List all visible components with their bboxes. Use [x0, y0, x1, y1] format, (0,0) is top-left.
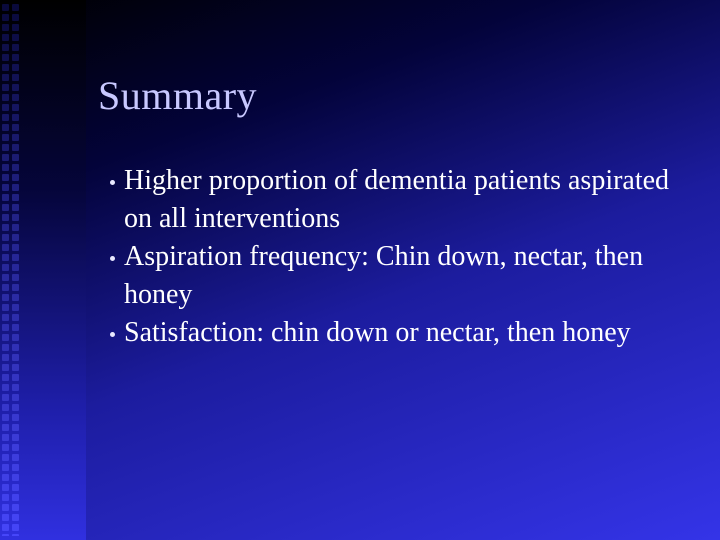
- decorative-square: [2, 314, 9, 321]
- decorative-square: [12, 394, 19, 401]
- decorative-square: [12, 54, 19, 61]
- decorative-square: [12, 414, 19, 421]
- bullet-item: [96, 162, 696, 238]
- decorative-square: [12, 14, 19, 21]
- decorative-square: [2, 294, 9, 301]
- decorative-square: [2, 514, 9, 521]
- decorative-square: [2, 524, 9, 531]
- decorative-square: [2, 74, 9, 81]
- decorative-square: [2, 354, 9, 361]
- bullet-text: Aspiration frequency: Chin down, nectar, then honey: [124, 241, 644, 310]
- decorative-square: [2, 174, 9, 181]
- decorative-square: [2, 144, 9, 151]
- decorative-square: [12, 184, 19, 191]
- decorative-square: [12, 134, 19, 141]
- decorative-square: [2, 464, 9, 471]
- decorative-square: [12, 444, 19, 451]
- decorative-square: [12, 234, 19, 241]
- decorative-square: [12, 254, 19, 261]
- decorative-square: [12, 154, 19, 161]
- decorative-square: [12, 214, 19, 221]
- decorative-square: [2, 274, 9, 281]
- bullet-icon: [110, 332, 115, 337]
- decorative-square: [2, 224, 9, 231]
- decorative-square: [2, 534, 9, 536]
- decorative-square: [12, 84, 19, 91]
- decorative-square: [12, 224, 19, 231]
- decorative-square: [2, 64, 9, 71]
- decorative-square: [12, 194, 19, 201]
- decorative-square: [12, 514, 19, 521]
- decorative-square: [12, 344, 19, 351]
- decorative-square: [2, 304, 9, 311]
- bullet-text: Satisfaction: chin down or nectar, then honey: [124, 317, 631, 348]
- decorative-square: [12, 494, 19, 501]
- decorative-square: [2, 204, 9, 211]
- decorative-square: [12, 424, 19, 431]
- decorative-square: [12, 44, 19, 51]
- bullet-item: [96, 238, 696, 314]
- decorative-square: [2, 124, 9, 131]
- decorative-square: [12, 114, 19, 121]
- decorative-square: [2, 324, 9, 331]
- bullet-icon: [110, 180, 115, 185]
- decorative-square: [12, 104, 19, 111]
- decorative-square: [12, 244, 19, 251]
- decorative-square: [2, 164, 9, 171]
- decorative-square: [2, 214, 9, 221]
- decorative-square: [12, 284, 19, 291]
- decorative-square: [2, 84, 9, 91]
- decorative-square: [12, 324, 19, 331]
- decorative-square: [2, 94, 9, 101]
- decorative-square: [12, 534, 19, 536]
- decorative-square: [12, 4, 19, 11]
- decorative-square: [12, 144, 19, 151]
- decorative-square: [12, 174, 19, 181]
- decorative-square: [12, 304, 19, 311]
- decorative-square: [12, 74, 19, 81]
- decorative-square: [12, 204, 19, 211]
- decorative-square: [12, 464, 19, 471]
- decorative-square: [12, 504, 19, 511]
- decorative-left-strip: [0, 0, 86, 540]
- bullet-icon: [110, 256, 115, 261]
- decorative-square: [12, 314, 19, 321]
- decorative-square: [12, 164, 19, 171]
- decorative-square: [2, 364, 9, 371]
- decorative-square: [2, 254, 9, 261]
- decorative-square: [2, 344, 9, 351]
- decorative-square: [2, 14, 9, 21]
- decorative-square: [12, 434, 19, 441]
- decorative-square: [2, 264, 9, 271]
- decorative-square: [2, 454, 9, 461]
- decorative-square: [12, 274, 19, 281]
- decorative-square: [2, 414, 9, 421]
- decorative-square: [2, 234, 9, 241]
- decorative-square: [12, 294, 19, 301]
- decorative-square: [2, 504, 9, 511]
- decorative-square: [2, 424, 9, 431]
- bullet-list: [96, 162, 696, 352]
- decorative-square: [2, 494, 9, 501]
- bullet-item: [96, 314, 696, 352]
- decorative-square: [2, 384, 9, 391]
- decorative-square: [2, 244, 9, 251]
- decorative-square: [12, 124, 19, 131]
- decorative-square: [12, 264, 19, 271]
- decorative-square: [2, 54, 9, 61]
- decorative-square: [12, 364, 19, 371]
- decorative-square: [12, 94, 19, 101]
- decorative-square: [2, 34, 9, 41]
- decorative-square: [2, 44, 9, 51]
- decorative-square: [12, 354, 19, 361]
- decorative-square: [2, 484, 9, 491]
- decorative-square: [2, 434, 9, 441]
- decorative-square: [2, 404, 9, 411]
- decorative-square: [2, 374, 9, 381]
- decorative-square: [2, 154, 9, 161]
- decorative-square: [2, 474, 9, 481]
- decorative-square: [2, 114, 9, 121]
- decorative-square: [12, 64, 19, 71]
- decorative-square: [12, 34, 19, 41]
- decorative-square: [12, 454, 19, 461]
- slide-title: Summary: [98, 73, 258, 118]
- decorative-square: [2, 134, 9, 141]
- decorative-square: [12, 474, 19, 481]
- decorative-square: [2, 184, 9, 191]
- decorative-square: [12, 404, 19, 411]
- decorative-square-pattern: [12, 4, 32, 536]
- decorative-square: [12, 24, 19, 31]
- decorative-square: [2, 394, 9, 401]
- decorative-square: [2, 104, 9, 111]
- bullet-text: Higher proportion of dementia patients aspirated on all interventions: [124, 165, 670, 234]
- decorative-square: [12, 484, 19, 491]
- decorative-square: [2, 24, 9, 31]
- decorative-square: [2, 4, 9, 11]
- decorative-square: [12, 384, 19, 391]
- decorative-square: [12, 334, 19, 341]
- decorative-square: [2, 194, 9, 201]
- decorative-square: [2, 444, 9, 451]
- decorative-square: [2, 334, 9, 341]
- decorative-square: [12, 374, 19, 381]
- decorative-square: [2, 284, 9, 291]
- decorative-square: [12, 524, 19, 531]
